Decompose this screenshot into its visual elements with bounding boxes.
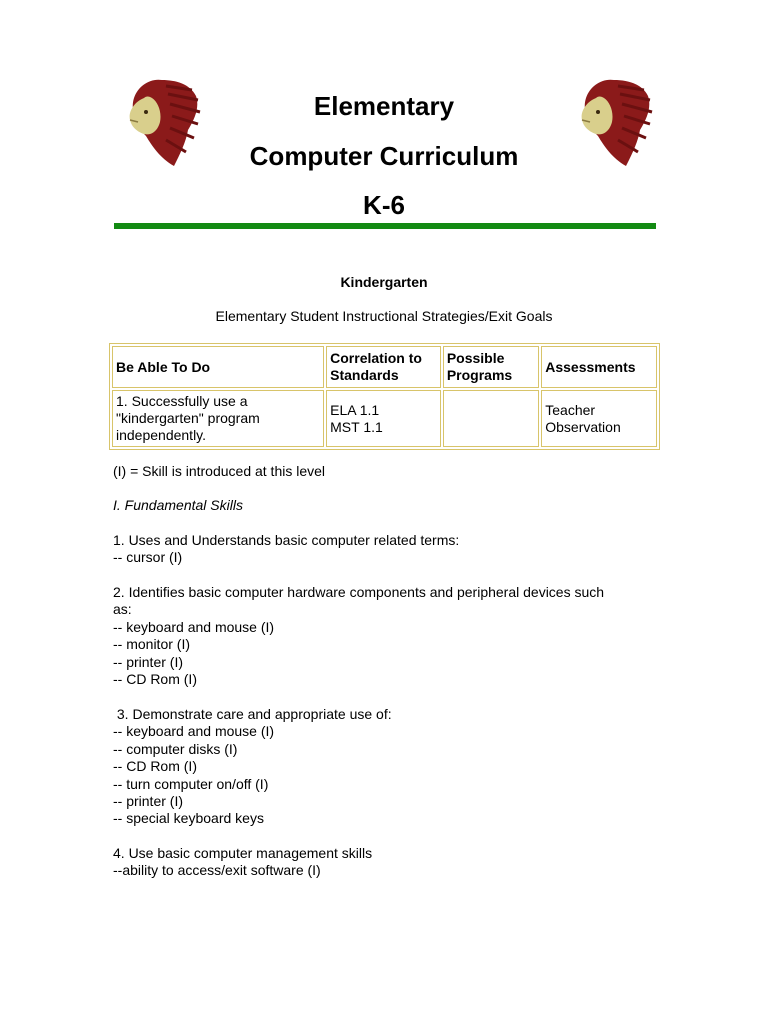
page-title-line2: Computer Curriculum (249, 141, 519, 171)
exit-goals-table (109, 343, 660, 450)
skill-item: 3. Demonstrate care and appropriate use of: -- keyboard and mouse (I) -- computer disks (I) -- CD Rom (I) -- turn computer on/off (I) -- printer (I) -- special keyboard keys (113, 706, 392, 827)
column-header: Be Able To Do (112, 346, 324, 388)
section-heading: I. Fundamental Skills (113, 497, 243, 513)
skill-item: 1. Uses and Understands basic computer related terms: -- cursor (I) (113, 532, 460, 566)
table-cell (443, 390, 539, 447)
page-title-line3: K-6 (363, 190, 405, 220)
table-cell: ELA 1.1 MST 1.1 (326, 390, 441, 447)
skill-item: 4. Use basic computer management skills --ability to access/exit software (I) (113, 845, 373, 879)
section-subtitle: Elementary Student Instructional Strategies/Exit Goals (215, 308, 553, 324)
table-row (112, 390, 657, 447)
page-title-line1: Elementary (313, 91, 455, 121)
column-header: Correlation to Standards (326, 346, 441, 388)
legend-note: (I) = Skill is introduced at this level (113, 463, 326, 479)
table-header-row (112, 346, 657, 388)
column-header: Assessments (541, 346, 657, 388)
grade-heading: Kindergarten (340, 274, 428, 290)
column-header: Possible Programs (443, 346, 539, 388)
table-cell: 1. Successfully use a "kindergarten" program independently. (112, 390, 324, 447)
skill-item: 2. Identifies basic computer hardware components and peripheral devices such as: -- keyboard and mouse (I) -- monitor (I) -- printer (I) -- CD Rom (I) (113, 584, 605, 688)
table-cell: Teacher Observation (541, 390, 657, 447)
title-divider (114, 223, 656, 229)
